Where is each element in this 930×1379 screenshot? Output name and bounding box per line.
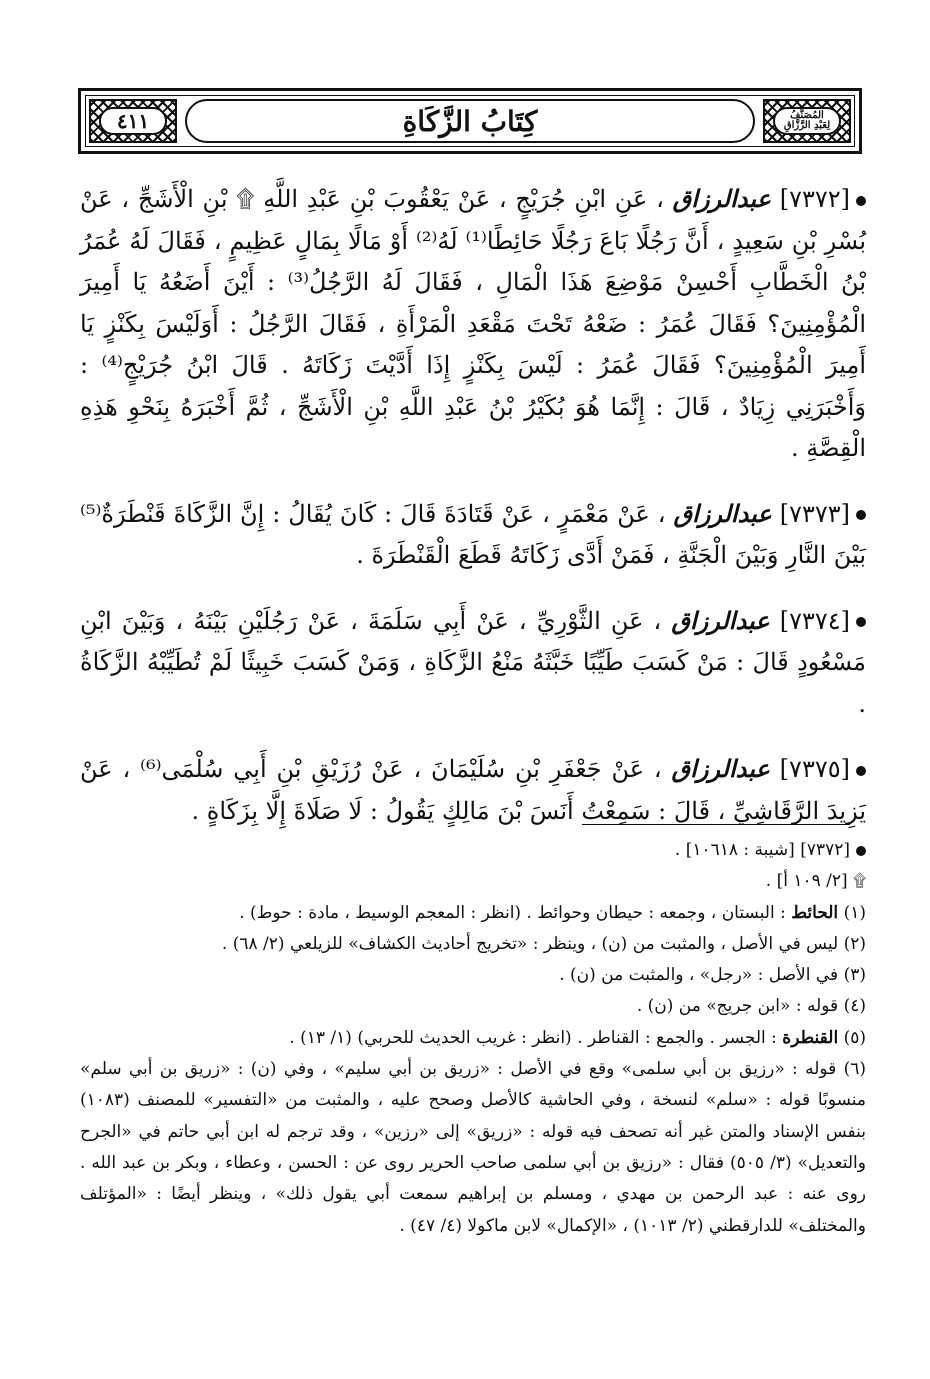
hadith-author: عبدالرزاق — [673, 498, 772, 528]
footnote-reference: ۩ [٢/ ١٠٩ أ] . — [765, 871, 866, 892]
footnote-text: : الجسر . والجمع : القناطر . (انظر : غريب الحديث للحربي) (١/ ١٣) . — [289, 1027, 777, 1048]
footnote-text: ليس في الأصل ، والمثبت من (ن) ، وينظر : «تخريج أحاديث الكشاف» للزيلعي (٢/ ٦٨) . — [221, 933, 839, 954]
footnote-label: (٤) — [843, 996, 866, 1017]
footnote — [80, 929, 866, 960]
hadith-text: ، عَنِ الثَّوْرِيِّ ، عَنْ أَبِي سَلَمَةَ ، عَنْ رَجُلَيْنِ بَيْنَهُ ، وَبَيْنَ ابْنِ مَسْعُودٍ قَالَ : مَنْ كَسَبَ طَيِّبًا خَبَّثَهُ مَنْعُ الزَّكَاةِ ، وَمَنْ كَسَبَ خَبِيثًا لَمْ تُطَيِّبْهُ الزَّكَاةُ . — [80, 606, 867, 718]
hadith-text: ، عَنْ جَعْفَرِ بْنِ سُلَيْمَانَ ، عَنْ رُزَيْقِ بْنِ أَبِي سُلْمَى⁽⁶⁾ ، عَنْ يَزِيدَ الرَّقَاشِيِّ ، قَالَ : سَمِعْتُ أَنَسَ بْنَ مَالِكٍ يَقُولُ : لَا صَلَاةَ إِلَّا بِزَكَاةٍ . — [80, 755, 866, 825]
bullet-icon — [856, 846, 866, 856]
page-number-cartouche — [99, 107, 167, 135]
series-logo-ornament — [763, 99, 851, 143]
hadith-paragraph — [80, 600, 866, 726]
footnote-rule — [582, 824, 850, 825]
footnote-reference: [٧٣٧٢] [شيبة : ١٠٦١٨] . — [80, 835, 866, 866]
footnote-label: (٦) — [843, 1059, 866, 1080]
hadith-paragraph — [80, 748, 866, 832]
bullet-icon — [856, 510, 866, 520]
hadith-paragraph — [80, 178, 866, 470]
footnote-term: القنطرة — [782, 1027, 839, 1048]
book-title: كِتَابُ الزَّكَاةِ — [402, 104, 538, 138]
footnote-text: في الأصل : «رجل» ، والمثبت من (ن) . — [559, 965, 839, 986]
page-header — [78, 88, 862, 154]
hadith-text: ، عَنْ مَعْمَرٍ ، عَنْ قَتَادَةَ قَالَ : كَانَ يُقَالُ : إِنَّ الزَّكَاةَ قَنْطَرَةٌ⁽⁵⁾ بَيْنَ النَّارِ وَبَيْنَ الْجَنَّةِ ، فَمَنْ أَدَّى زَكَاتَهُ قَطَعَ الْقَنْطَرَةَ . — [80, 499, 866, 569]
hadith-number: [٧٣٧٥] — [779, 755, 850, 783]
footnote-text: : البستان ، وجمعه : حيطان وحوائط . (انظر : المعجم الوسيط ، مادة : حوط) . — [239, 902, 786, 923]
bullet-icon — [856, 766, 866, 776]
hadith-author: عبدالرزاق — [671, 605, 770, 635]
footnote — [80, 898, 866, 929]
series-logo-line2: لِعَبْدِ الرَّزَّاقِ — [783, 120, 831, 131]
footnote-term: الحائط — [791, 902, 839, 923]
hadith-number: [٧٣٧٤] — [779, 606, 851, 635]
series-logo-line1: المُصَنَّفُ — [790, 110, 824, 121]
title-band — [185, 99, 755, 143]
footnote-label: (٣) — [843, 965, 866, 986]
bullet-icon — [856, 617, 866, 627]
hadith-author: عبدالرزاق — [671, 754, 770, 783]
hadith-number: [٧٣٧٣] — [779, 499, 850, 528]
footnote — [80, 1054, 866, 1242]
page-number-ornament — [89, 99, 177, 143]
hadith-paragraph — [80, 493, 866, 577]
footnote — [80, 960, 866, 991]
footnote-text: قوله : «ابن جريج» من (ن) . — [636, 996, 839, 1017]
footnote-text: قوله : «رزيق بن أبي سلمى» وقع في الأصل : «زريق بن أبي سليم» ، وفي (ن) : «زريق بن أبي سلم» منسوبًا قوله : «سلم» لنسخة ، وفي الحاشية كالأصل وصحح عليه ، والمثبت من «التفسير» للمصنف (١٠٨٣) بنفس الإسناد والمتن غير أنه تصحف فيه قوله : «زريق» إلى «رزين» ، وقد ترجم له ابن أبي حاتم في «الجرح والتعديل» (٣/ ٥٠٥) فقال : «رزيق بن أبي سلمى صاحب الحرير روى عن : الحسن ، وعطاء ، وبكر بن عبد الله . روى عنه : عبد الرحمن بن مهدي ، ومسلم بن إبراهيم سمعت أبي يقول ذلك» ، وينظر أيضًا : «المؤتلف والمختلف» للدارقطني (٢/ ١٠١٣) ، «الإكمال» لابن ماكولا (٤/ ٤٧) . — [80, 1059, 866, 1236]
page-number: ٤١١ — [116, 109, 150, 133]
footnote-label: (٢) — [843, 933, 866, 954]
hadith-author: عبدالرزاق — [672, 184, 771, 213]
main-text — [80, 178, 866, 832]
footnote-label: (١) — [843, 902, 866, 923]
bullet-icon — [856, 196, 866, 206]
footnotes — [80, 835, 866, 1242]
hadith-text: ، عَنِ ابْنِ جُرَيْجٍ ، عَنْ يَعْقُوبَ بْنِ عَبْدِ اللَّهِ ۩ بْنِ الْأَشَجِّ ، عَنْ بُسْرِ بْنِ سَعِيدٍ ، أَنَّ رَجُلًا بَاعَ رَجُلًا حَائِطًا⁽¹⁾ لَهُ⁽²⁾ أَوْ مَالًا بِمَالٍ عَظِيمٍ ، فَقَالَ لَهُ عُمَرُ بْنُ الْخَطَّابِ أَحْسِنْ مَوْضِعَ هَذَا الْمَالِ ، فَقَالَ لَهُ الرَّجُلُ⁽³⁾ : أَيْنَ أَضَعُهُ يَا أَمِيرَ الْمُؤْمِنِينَ؟ فَقَالَ عُمَرُ : ضَعْهُ تَحْتَ مَقْعَدِ الْمَرْأَةِ ، فَقَالَ الرَّجُلُ : أَوَلَيْسَ بِكَنْزٍ يَا أَمِيرَ الْمُؤْمِنِينَ؟ فَقَالَ عُمَرُ : لَيْسَ بِكَنْزٍ إِذَا أَدَّيْتَ زَكَاتَهُ . قَالَ ابْنُ جُرَيْجٍ⁽⁴⁾ : وَأَخْبَرَنِي زِيَادٌ ، قَالَ : إِنَّمَا هُوَ بُكَيْرُ بْنُ عَبْدِ اللَّهِ بْنِ الْأَشَجِّ ، ثُمَّ أَخْبَرَهُ بِنَحْوِ هَذِهِ الْقِصَّةِ . — [80, 185, 867, 462]
footnote-label: (٥) — [843, 1027, 866, 1048]
series-logo — [773, 107, 841, 135]
footnote — [80, 991, 866, 1022]
hadith-number: [٧٣٧٢] — [779, 185, 850, 213]
footnote — [80, 1023, 866, 1054]
